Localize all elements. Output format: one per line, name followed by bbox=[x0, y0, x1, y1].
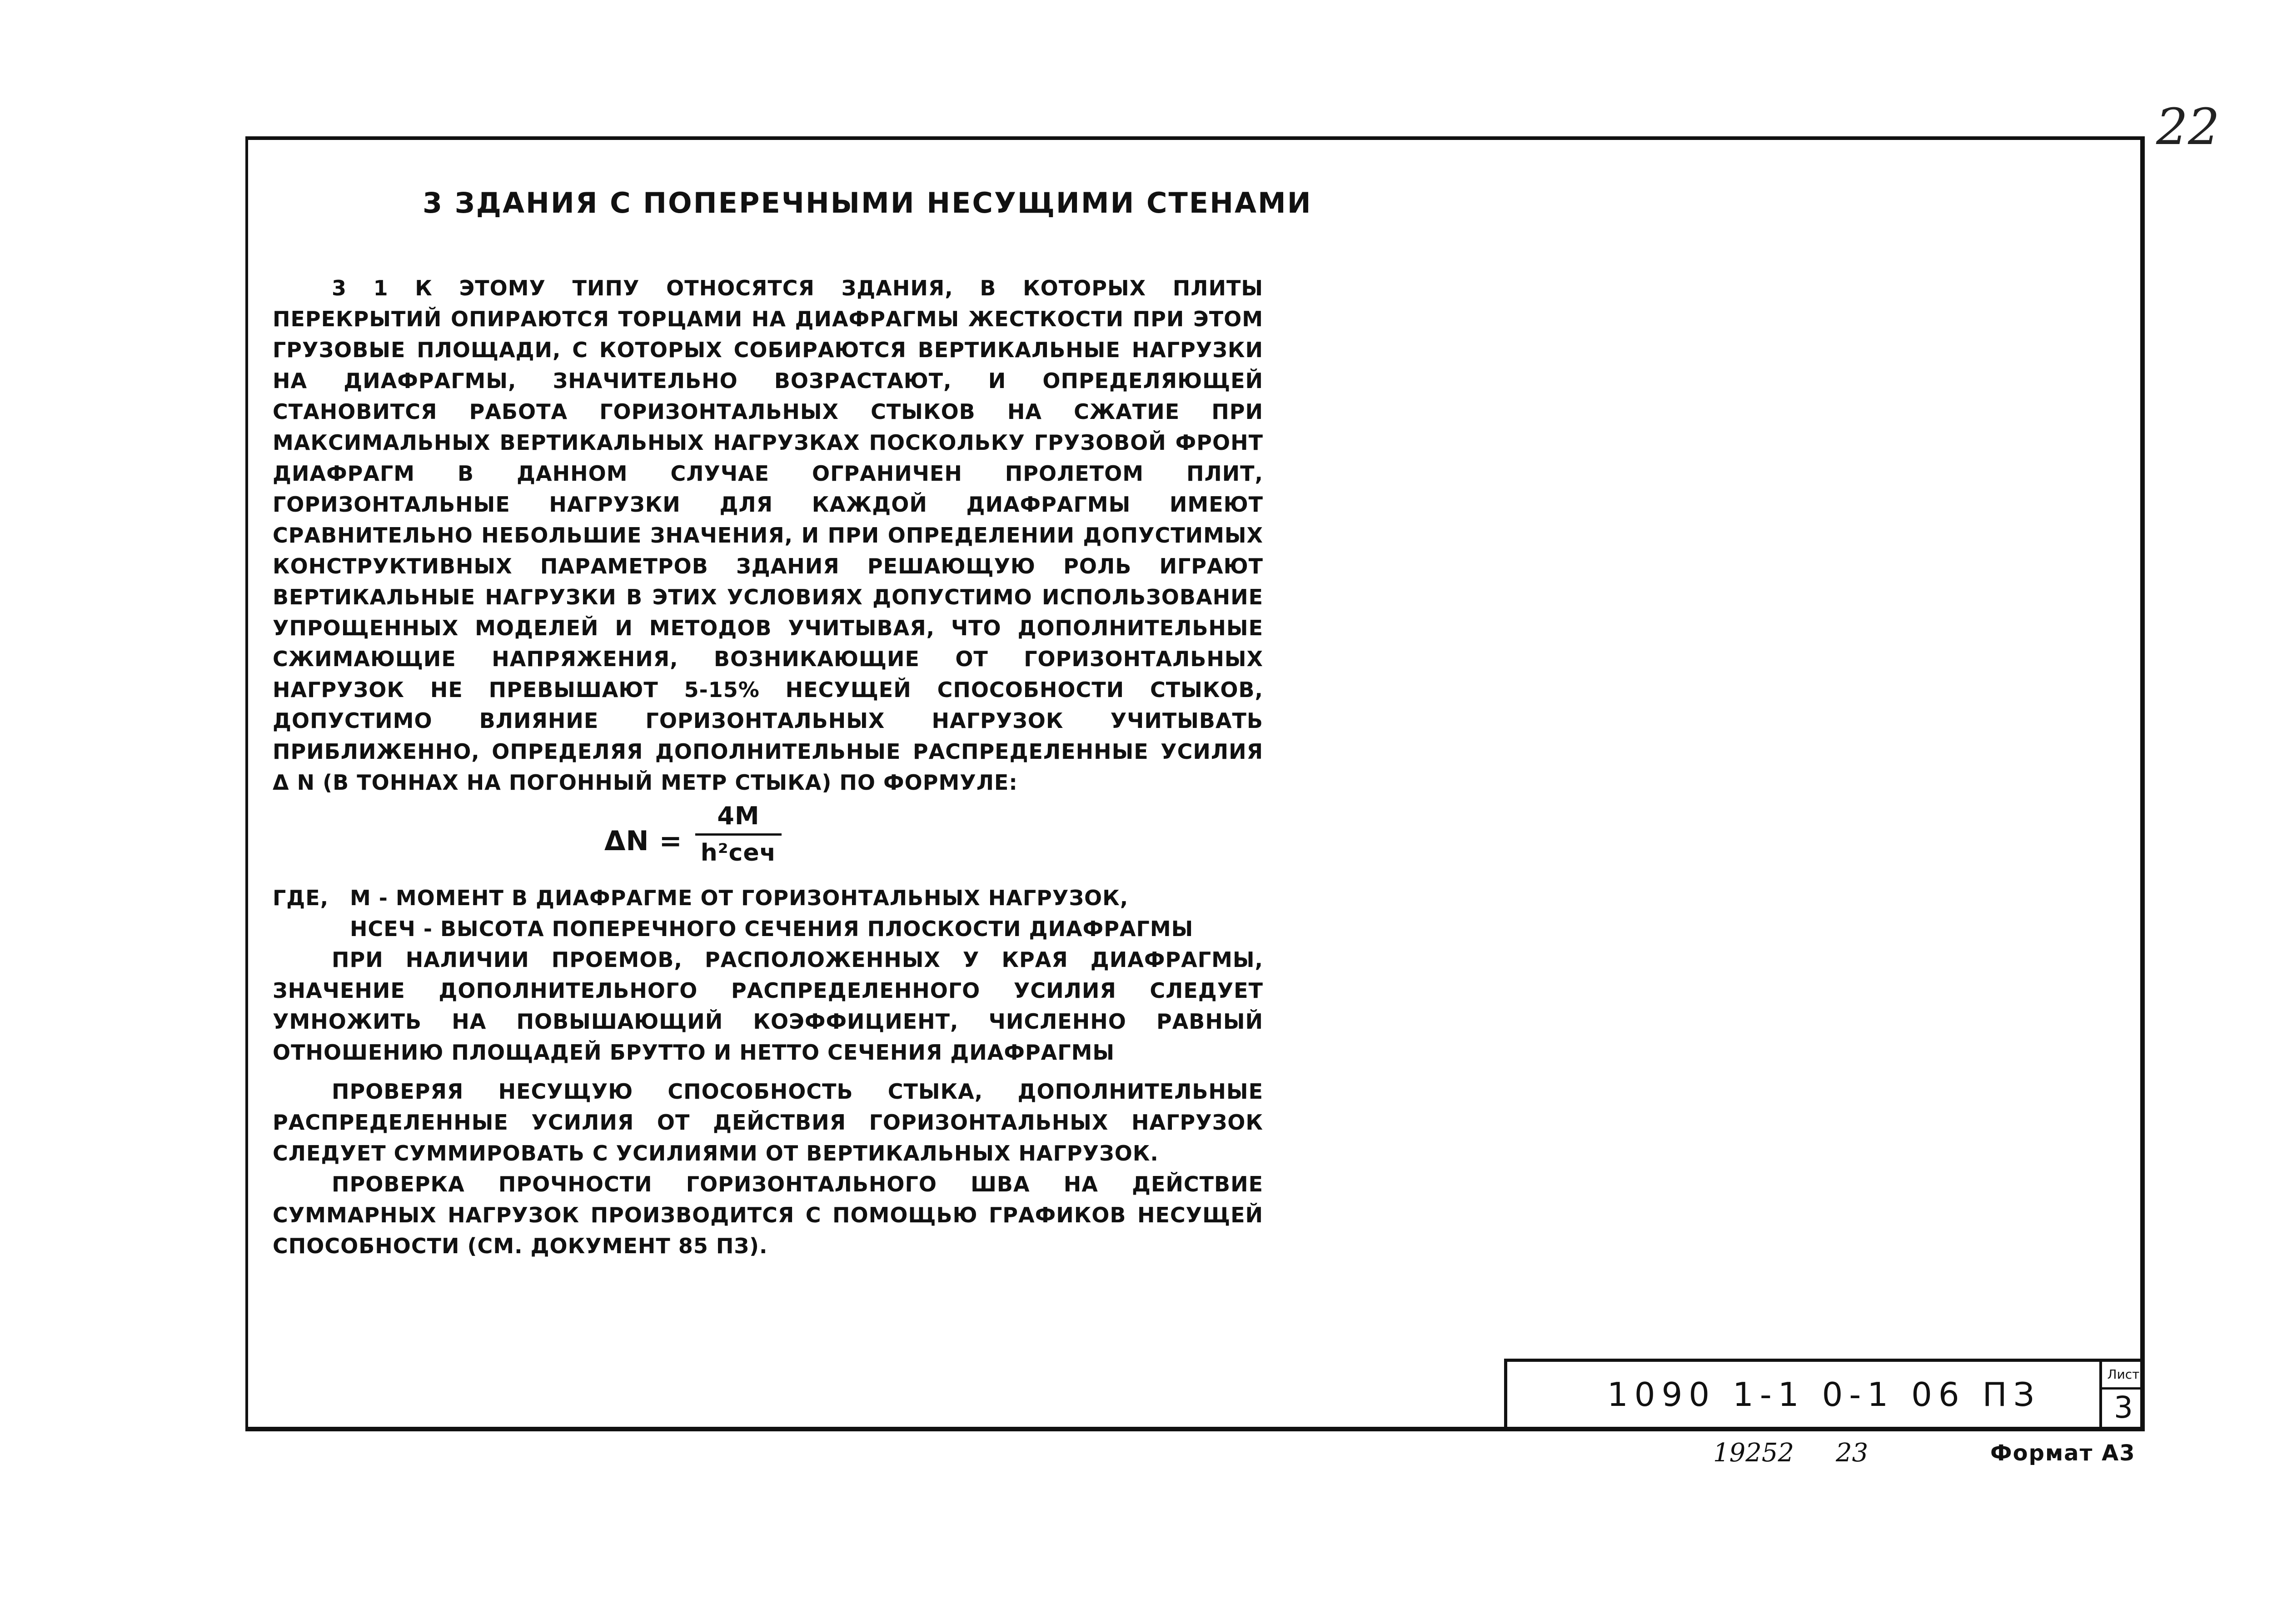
section-heading: 3 ЗДАНИЯ С ПОПЕРЕЧНЫМИ НЕСУЩИМИ СТЕНАМИ bbox=[423, 186, 1312, 219]
paragraph-joint-check: ПРОВЕРЯЯ НЕСУЩУЮ СПОСОБНОСТЬ СТЫКА, ДОПОЛНИТЕЛЬНЫЕ РАСПРЕДЕЛЕННЫЕ УСИЛИЯ ОТ ДЕЙСТВИЯ ГОРИЗОНТАЛЬНЫХ НАГРУЗОК СЛЕДУЕТ СУММИРОВАТЬ С УСИЛИЯМИ ОТ ВЕРТИКАЛЬНЫХ НАГРУЗОК. bbox=[273, 1079, 1263, 1166]
sheet-cell bbox=[2099, 1362, 2145, 1430]
inventory-number: 19252 bbox=[1713, 1438, 1794, 1468]
paragraph-seam-check: ПРОВЕРКА ПРОЧНОСТИ ГОРИЗОНТАЛЬНОГО ШВА НА ДЕЙСТВИЕ СУММАРНЫХ НАГРУЗОК ПРОИЗВОДИТСЯ С ПОМОЩЬЮ ГРАФИКОВ НЕСУЩЕЙ СПОСОБНОСТИ (СМ. ДОКУМЕНТ 85 ПЗ). bbox=[273, 1172, 1263, 1258]
title-block bbox=[1504, 1359, 2145, 1431]
document-code: 1090 1-1 0-1 06 ПЗ bbox=[1607, 1375, 2041, 1414]
where-word: ГДЕ, bbox=[273, 886, 329, 910]
formula-fraction bbox=[695, 801, 782, 868]
formula-numerator: 4M bbox=[695, 801, 782, 836]
formula-delta-n bbox=[273, 801, 1263, 878]
format-label: Формат А3 bbox=[1990, 1440, 2136, 1466]
formula-denominator: h²сеч bbox=[700, 839, 777, 867]
sheet-handwritten-number: 22 bbox=[2156, 98, 2220, 156]
definition-m bbox=[273, 882, 1263, 913]
sheet-label: Лист bbox=[2102, 1362, 2145, 1390]
document-body bbox=[273, 273, 1263, 1261]
paragraph-openings: ПРИ НАЛИЧИИ ПРОЕМОВ, РАСПОЛОЖЕННЫХ У КРАЯ ДИАФРАГМЫ, ЗНАЧЕНИЕ ДОПОЛНИТЕЛЬНОГО РАСПРЕДЕЛЕННОГО УСИЛИЯ СЛЕДУЕТ УМНОЖИТЬ НА ПОВЫШАЮЩИЙ КОЭФФИЦИЕНТ, ЧИСЛЕННО РАВНЫЙ ОТНОШЕНИЮ ПЛОЩАДЕЙ БРУТТО И НЕТТО СЕЧЕНИЯ ДИАФРАГМЫ bbox=[273, 947, 1263, 1065]
definition-h: HСЕЧ - ВЫСОТА ПОПЕРЕЧНОГО СЕЧЕНИЯ ПЛОСКОСТИ ДИАФРАГМЫ bbox=[350, 917, 1194, 941]
copy-number: 23 bbox=[1836, 1438, 1868, 1468]
sheet-number: 3 bbox=[2114, 1390, 2133, 1425]
paragraph-3-1: 3 1 К ЭТОМУ ТИПУ ОТНОСЯТСЯ ЗДАНИЯ, В КОТОРЫХ ПЛИТЫ ПЕРЕКРЫТИЙ ОПИРАЮТСЯ ТОРЦАМИ НА ДИАФРАГМЫ ЖЕСТКОСТИ ПРИ ЭТОМ ГРУЗОВЫЕ ПЛОЩАДИ, С КОТОРЫХ СОБИРАЮТСЯ ВЕРТИКАЛЬНЫЕ НАГРУЗКИ НА ДИАФРАГМЫ, ЗНАЧИТЕЛЬНО ВОЗРАСТАЮТ, И ОПРЕДЕЛЯЮЩЕЙ СТАНОВИТСЯ РАБОТА ГОРИЗОНТАЛЬНЫХ СТЫКОВ НА СЖАТИЕ ПРИ МАКСИМАЛЬНЫХ ВЕРТИКАЛЬНЫХ НАГРУЗКАХ ПОСКОЛЬКУ ГРУЗОВОЙ ФРОНТ ДИАФРАГМ В ДАННОМ СЛУЧАЕ ОГРАНИЧЕН ПРОЛЕТОМ ПЛИТ, ГОРИЗОНТАЛЬНЫЕ НАГРУЗКИ ДЛЯ КАЖДОЙ ДИАФРАГМЫ ИМЕЮТ СРАВНИТЕЛЬНО НЕБОЛЬШИЕ ЗНАЧЕНИЯ, И ПРИ ОПРЕДЕЛЕНИИ ДОПУСТИМЫХ КОНСТРУКТИВНЫХ ПАРАМЕТРОВ ЗДАНИЯ РЕШАЮЩУЮ РОЛЬ ИГРАЮТ ВЕРТИКАЛЬНЫЕ НАГРУЗКИ В ЭТИХ УСЛОВИЯХ ДОПУСТИМО ИСПОЛЬЗОВАНИЕ УПРОЩЕННЫХ МОДЕЛЕЙ И МЕТОДОВ УЧИТЫВАЯ, ЧТО ДОПОЛНИТЕЛЬНЫЕ СЖИМАЮЩИЕ НАПРЯЖЕНИЯ, ВОЗНИКАЮЩИЕ ОТ ГОРИЗОНТАЛЬНЫХ НАГРУЗОК НЕ ПРЕВЫШАЮТ 5-15% НЕСУЩЕЙ СПОСОБНОСТИ СТЫКОВ, ДОПУСТИМО ВЛИЯНИЕ ГОРИЗОНТАЛЬНЫХ НАГРУЗОК УЧИТЫВАТЬ ПРИБЛИЖЕННО, ОПРЕДЕЛЯЯ ДОПОЛНИТЕЛЬНЫЕ РАСПРЕДЕЛЕННЫЕ УСИЛИЯ Δ N (В ТОННАХ НА ПОГОННЫЙ МЕТР СТЫКА) ПО ФОРМУЛЕ: bbox=[273, 276, 1263, 795]
definition-m-text: M - МОМЕНТ В ДИАФРАГМЕ ОТ ГОРИЗОНТАЛЬНЫХ НАГРУЗОК, bbox=[350, 886, 1129, 910]
formula-lhs: ΔN = bbox=[604, 825, 683, 857]
